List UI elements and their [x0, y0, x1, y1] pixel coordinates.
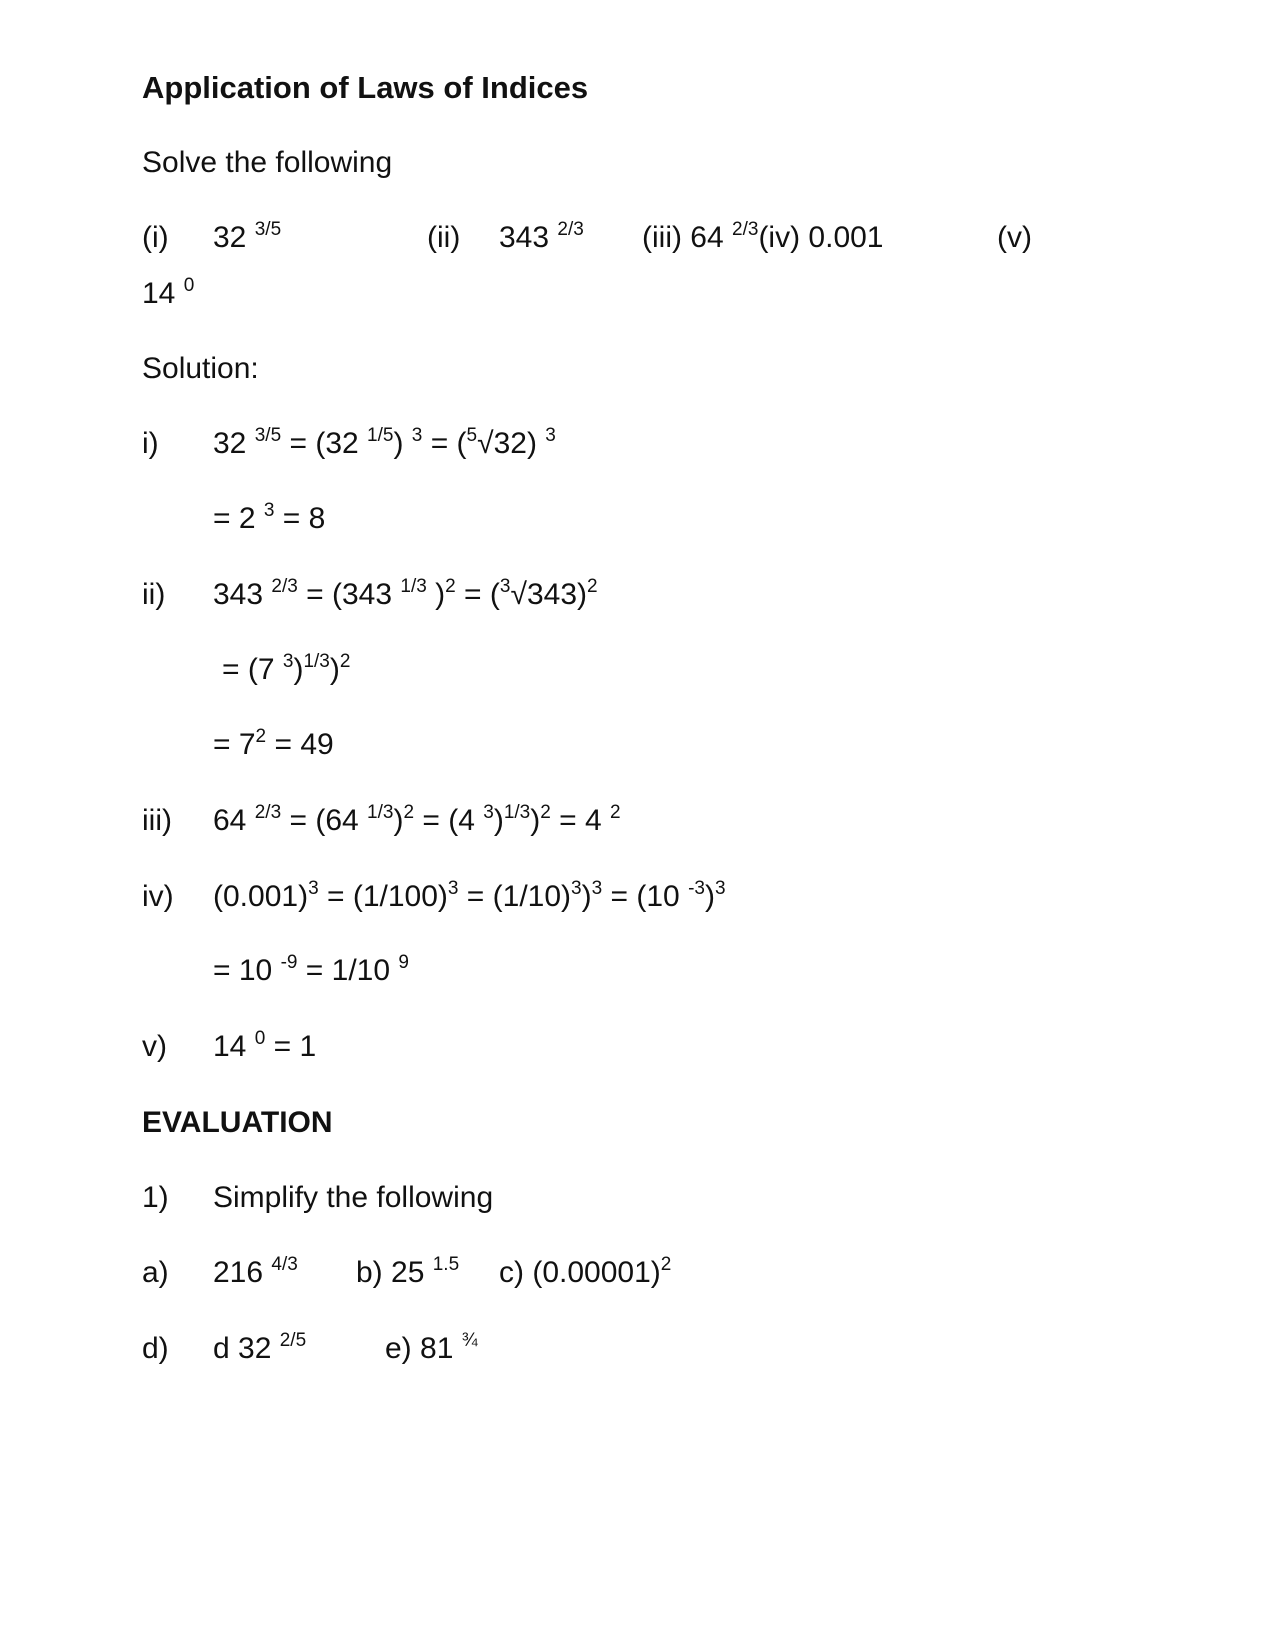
exponent: 2: [445, 576, 456, 597]
exponent: 4/3: [271, 1254, 298, 1275]
exponent: 0: [254, 1028, 266, 1049]
exponent: 3: [447, 878, 459, 899]
expression-text: = (1/100): [318, 880, 448, 913]
exponent: 3: [411, 425, 423, 446]
expression-text: ): [393, 804, 404, 837]
exponent: 3: [263, 500, 275, 521]
problem-v: [142, 276, 194, 316]
solution-iv-step1: [213, 879, 726, 919]
evaluation-d-label: [142, 1331, 169, 1367]
exponent: -3: [688, 878, 705, 899]
expression-text: 14: [213, 1030, 255, 1063]
expression-text: = (32: [281, 427, 368, 460]
solution-heading: Solution:: [142, 352, 259, 385]
exponent: 3: [714, 878, 726, 899]
exponent: 5: [466, 425, 478, 446]
expression-text: 14: [142, 277, 184, 310]
exponent: 3: [545, 425, 556, 446]
exponent: 1/3: [503, 802, 531, 823]
expression-text: i): [142, 427, 159, 460]
problem-ii-label: [427, 220, 460, 256]
solution-i-step1: [213, 426, 556, 466]
evaluation-e: [385, 1331, 478, 1371]
expression-text: = (10: [602, 880, 689, 913]
expression-text: (iii) 64: [642, 221, 733, 254]
exponent: -9: [280, 952, 298, 973]
expression-text: ): [704, 880, 715, 913]
exponent: 2: [403, 802, 415, 823]
expression-text: ): [493, 804, 504, 837]
expression-text: ii): [142, 578, 166, 611]
evaluation-a: [213, 1255, 298, 1295]
expression-text: 343: [499, 221, 558, 254]
exponent: 3/5: [254, 219, 282, 240]
expression-text: Simplify the following: [213, 1181, 494, 1214]
solution-ii-step2: [222, 652, 350, 692]
expression-text: = 4: [550, 804, 611, 837]
expression-text: 216: [213, 1256, 272, 1289]
exponent: 3: [499, 576, 511, 597]
solution-v-step1: [213, 1029, 316, 1069]
exponent: 3: [282, 651, 294, 672]
exponent: 3: [591, 878, 603, 899]
expression-text: v): [142, 1030, 167, 1063]
expression-text: c) (0.00001): [499, 1256, 661, 1289]
problem-ii: [499, 220, 584, 260]
solution-iv-label: [142, 879, 174, 915]
expression-text: ): [530, 804, 541, 837]
expression-text: ): [581, 880, 592, 913]
expression-text: 32: [213, 427, 255, 460]
expression-text: d 32: [213, 1332, 280, 1365]
solution-iii-step1: [213, 803, 621, 843]
problem-i: [213, 220, 281, 260]
evaluation-heading: EVALUATION: [142, 1106, 333, 1139]
expression-text: a): [142, 1256, 169, 1289]
solution-i-label: [142, 426, 159, 462]
evaluation-b: [356, 1255, 459, 1295]
solution-ii-step1: [213, 577, 598, 617]
expression-text: = (64: [281, 804, 368, 837]
expression-text: d): [142, 1332, 169, 1365]
exponent: 3: [308, 878, 319, 899]
exponent: 2/3: [271, 576, 298, 597]
expression-text: b) 25: [356, 1256, 433, 1289]
exponent: 2: [255, 726, 267, 747]
expression-text: (0.001): [213, 880, 309, 913]
expression-text: = 7: [213, 728, 256, 761]
exponent: 2: [540, 802, 551, 823]
expression-text: (ii): [427, 221, 461, 254]
page-title: Application of Laws of Indices: [142, 70, 589, 105]
exponent: 3: [483, 802, 494, 823]
evaluation-a-label: [142, 1255, 169, 1291]
expression-text: 1): [142, 1181, 169, 1214]
exponent: 1/3: [400, 576, 427, 597]
exponent: 2/5: [279, 1330, 307, 1351]
expression-text: = 1: [265, 1030, 317, 1063]
expression-text: (iv) 0.001: [758, 221, 884, 254]
problem-v-label: [997, 220, 1032, 256]
exponent: 2/3: [254, 802, 282, 823]
exponent: 2/3: [732, 219, 759, 240]
expression-text: = 1/10: [297, 954, 399, 987]
expression-text: √343): [510, 578, 587, 611]
evaluation-c: [499, 1255, 671, 1295]
expression-text: ): [426, 578, 446, 611]
evaluation-q1: [213, 1180, 493, 1216]
solution-i-step2: [213, 501, 325, 541]
expression-text: (v): [997, 221, 1032, 254]
exponent: 2: [660, 1254, 672, 1275]
expression-text: 343: [213, 578, 272, 611]
expression-text: = (: [422, 427, 467, 460]
solution-ii-step3: [213, 727, 334, 767]
expression-text: 32: [213, 221, 255, 254]
expression-text: iii): [142, 804, 172, 837]
expression-text: ): [329, 653, 340, 686]
problem-i-label: [142, 220, 169, 256]
exponent: 2: [339, 651, 351, 672]
exponent: 1.5: [432, 1254, 460, 1275]
exponent: 9: [398, 952, 409, 973]
solution-iii-label: [142, 803, 172, 839]
exponent: ¾: [461, 1330, 478, 1351]
solution-iv-step2: [213, 953, 409, 993]
expression-text: = 49: [266, 728, 334, 761]
exponent: 2: [587, 576, 598, 597]
expression-text: = (: [455, 578, 500, 611]
expression-text: √32): [477, 427, 546, 460]
evaluation-q1-label: [142, 1180, 169, 1216]
solution-ii-label: [142, 577, 165, 613]
expression-text: = (343: [297, 578, 401, 611]
expression-text: e) 81: [385, 1332, 462, 1365]
exponent: 0: [183, 275, 195, 296]
expression-text: = 8: [274, 502, 326, 535]
expression-text: = (1/10): [458, 880, 572, 913]
problem-iii-iv: [642, 220, 884, 260]
expression-text: 64: [213, 804, 255, 837]
expression-text: ): [393, 427, 412, 460]
expression-text: iv): [142, 880, 174, 913]
expression-text: ): [293, 653, 304, 686]
instruction: Solve the following: [142, 146, 393, 179]
expression-text: = (4: [414, 804, 484, 837]
exponent: 1/3: [303, 651, 330, 672]
exponent: 1/3: [367, 802, 394, 823]
exponent: 3: [571, 878, 582, 899]
expression-text: = (7: [222, 653, 283, 686]
exponent: 2: [610, 802, 621, 823]
exponent: 3/5: [254, 425, 282, 446]
expression-text: = 2: [213, 502, 264, 535]
expression-text: (i): [142, 221, 169, 254]
exponent: 1/5: [367, 425, 394, 446]
solution-v-label: [142, 1029, 167, 1065]
expression-text: = 10: [213, 954, 281, 987]
exponent: 2/3: [557, 219, 584, 240]
evaluation-d: [213, 1331, 306, 1371]
